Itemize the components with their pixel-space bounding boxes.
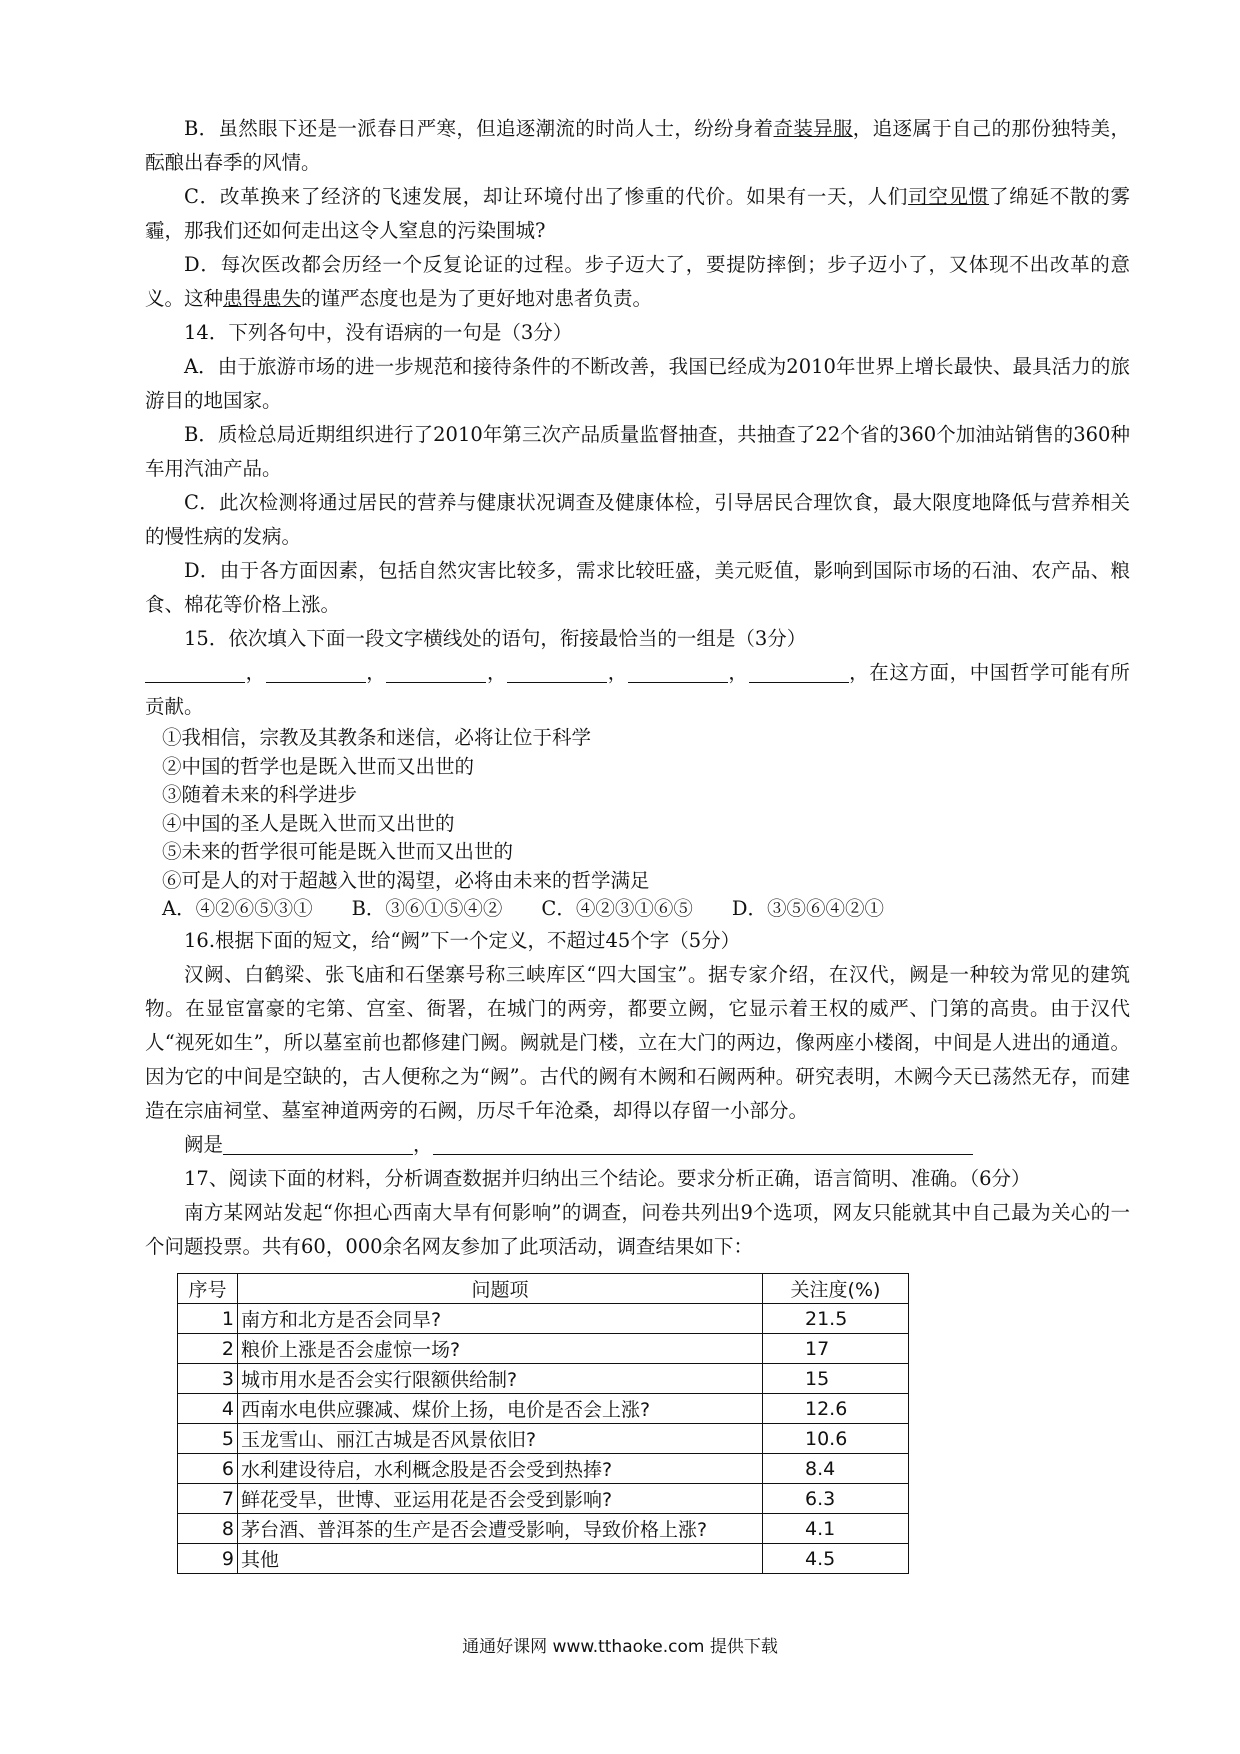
q13-option-b: B．虽然眼下还是一派春日严寒，但追逐潮流的时尚人士，纷纷身着奇装异服，追逐属于自己的那份独特美，酝酿出春季的风情。	[145, 117, 1130, 174]
blank	[386, 660, 486, 683]
blank	[145, 660, 245, 683]
survey-table	[177, 1273, 909, 1574]
q13-option-c: C．改革换来了经济的飞速发展，却让环境付出了惨重的代价。如果有一天，人们司空见惯了绵延不散的雾霾，那我们还如何走出这令人窒息的污染围城?	[145, 185, 1130, 242]
table-row: 1 南方和北方是否会同旱? 21.5	[178, 1304, 909, 1334]
q15-item: ⑥可是人的对于超越入世的渴望，必将由未来的哲学满足	[162, 868, 650, 892]
blank	[628, 660, 728, 683]
col-header-question: 问题项	[238, 1274, 763, 1304]
q15-blanks: ， ， ， ， ， ，在这方面，中国哲学可能有所贡献。	[145, 661, 1130, 718]
table-header-row	[178, 1274, 909, 1304]
q14-option-d: D．由于各方面因素，包括自然灾害比较多，需求比较旺盛，美元贬值，影响到国际市场的石油、农产品、粮食、棉花等价格上涨。	[145, 559, 1130, 616]
page-footer: 通通好课网 www.tthaoke.com 提供下载	[462, 1637, 778, 1657]
table-row: 4 西南水电供应骤减、煤价上扬，电价是否会上涨? 12.6	[178, 1394, 909, 1424]
table-row: 5 玉龙雪山、丽江古城是否风景依旧? 10.6	[178, 1424, 909, 1454]
q15-item: ④中国的圣人是既入世而又出世的	[162, 811, 455, 835]
q16-stem: 16.根据下面的短文，给“阙”下一个定义，不超过45个字（5分）	[184, 928, 741, 952]
q17-stem: 17、阅读下面的材料，分析调查数据并归纳出三个结论。要求分析正确，语言简明、准确。（6分）	[184, 1166, 1031, 1190]
q16-passage: 汉阙、白鹤梁、张飞庙和石堡寨号称三峡库区“四大国宝”。据专家介绍，在汉代，阙是一种较为常见的建筑物。在显宦富豪的宅第、宫室、衙署，在城门的两旁，都要立阙，它显示着王权的威严、门第的高贵。由于汉代人“视死如生”，所以墓室前也都修建门阙。阙就是门楼，立在大门的两边，像两座小楼阁，中间是人进出的通道。因为它的中间是空缺的，古人便称之为“阙”。古代的阙有木阙和石阙两种。研究表明，木阙今天已荡然无存，而建造在宗庙祠堂、墓室神道两旁的石阙，历尽千年沧桑，却得以存留一小部分。	[145, 962, 1130, 1122]
q14-option-c: C．此次检测将通过居民的营养与健康状况调查及健康体检，引导居民合理饮食，最大限度地降低与营养相关的慢性病的发病。	[145, 491, 1130, 548]
col-header-index: 序号	[178, 1274, 238, 1304]
q17-passage: 南方某网站发起“你担心西南大旱有何影响”的调查，问卷共列出9个选项，网友只能就其中自己最为关心的一个问题投票。共有60，000余名网友参加了此项活动，调查结果如下：	[145, 1200, 1130, 1258]
q15-choices: A．④②⑥⑤③① B．③⑥①⑤④② C．④②③①⑥⑤ D．③⑤⑥④②①	[162, 897, 884, 920]
blank	[749, 660, 849, 683]
q16-answer-line: 阙是 ，	[145, 1128, 1130, 1162]
exam-page	[145, 112, 1130, 1264]
table-row: 9 其他 4.5	[178, 1544, 909, 1574]
blank	[507, 660, 607, 683]
table-row: 3 城市用水是否会实行限额供给制? 15	[178, 1364, 909, 1394]
col-header-attention: 关注度(%)	[763, 1274, 909, 1304]
answer-blank	[433, 1132, 973, 1155]
q15-item: ②中国的哲学也是既入世而又出世的	[162, 754, 475, 778]
blank	[266, 660, 366, 683]
q14-stem: 14．下列各句中，没有语病的一句是（3分）	[184, 321, 573, 344]
answer-blank	[223, 1132, 413, 1155]
q13-option-d: D．每次医改都会历经一个反复论证的过程。步子迈大了，要提防摔倒；步子迈小了，又体现不出改革的意义。这种患得患失的谨严态度也是为了更好地对患者负责。	[145, 253, 1130, 310]
table-row: 7 鲜花受旱，世博、亚运用花是否会受到影响? 6.3	[178, 1484, 909, 1514]
q15-stem: 15．依次填入下面一段文字横线处的语句，衔接最恰当的一组是（3分）	[184, 627, 807, 650]
q15-item: ⑤未来的哲学很可能是既入世而又出世的	[162, 840, 514, 863]
table-row: 2 粮价上涨是否会虚惊一场? 17	[178, 1334, 909, 1364]
q15-item: ③随着未来的科学进步	[162, 783, 358, 806]
table-row: 8 茅台酒、普洱茶的生产是否会遭受影响，导致价格上涨? 4.1	[178, 1514, 909, 1544]
q14-option-a: A．由于旅游市场的进一步规范和接待条件的不断改善，我国已经成为2010年世界上增长最快、最具活力的旅游目的地国家。	[145, 355, 1130, 412]
q14-option-b: B．质检总局近期组织进行了2010年第三次产品质量监督抽查，共抽查了22个省的360个加油站销售的360种车用汽油产品。	[145, 423, 1130, 480]
table-row: 6 水利建设待启，水利概念股是否会受到热捧? 8.4	[178, 1454, 909, 1484]
q15-item: ①我相信，宗教及其教条和迷信，必将让位于科学	[162, 726, 592, 749]
